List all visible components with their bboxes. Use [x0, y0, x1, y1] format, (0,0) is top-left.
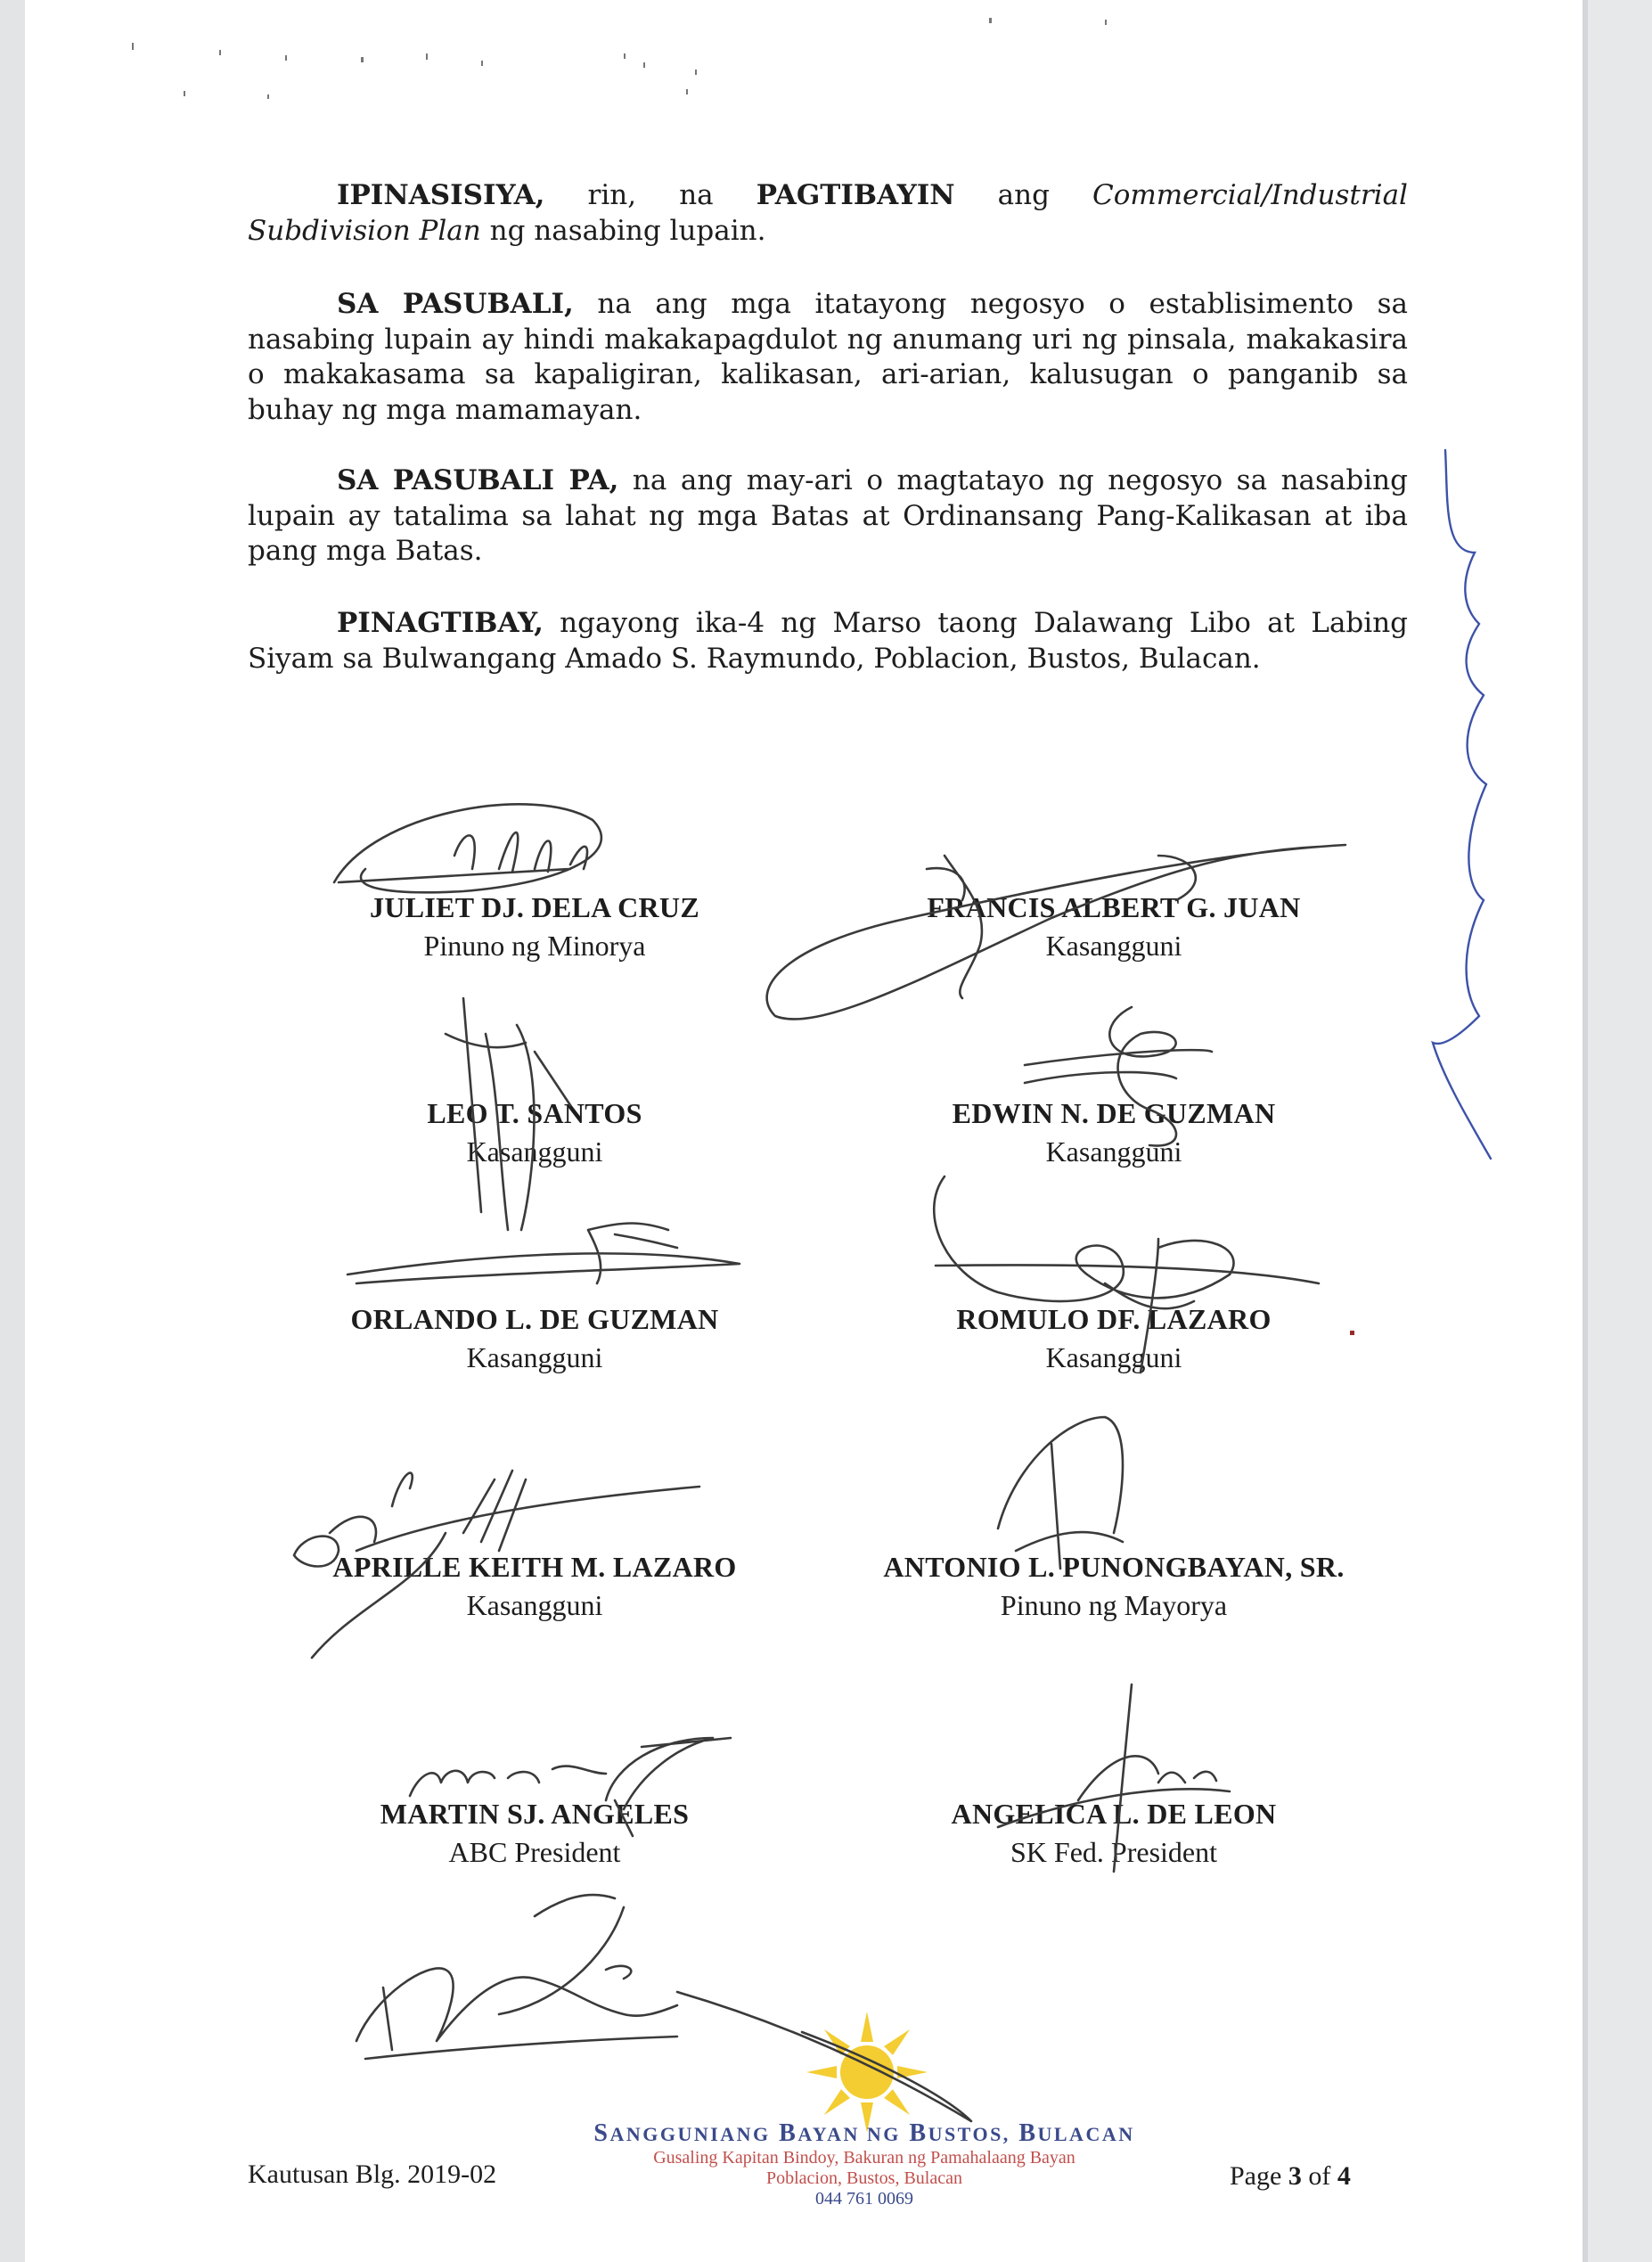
signatory-title: Kasangguni — [1045, 930, 1182, 962]
signatory-title: Kasangguni — [466, 1589, 603, 1621]
ink-dot — [1350, 1331, 1354, 1335]
office-address-line: Poblacion, Bustos, Bulacan — [766, 2168, 962, 2188]
page-label: Page — [1230, 2161, 1282, 2191]
signatory-title: Pinuno ng Minorya — [423, 930, 646, 962]
signatory-name: APRILLE KEITH M. LAZARO — [332, 1551, 737, 1583]
signatory-name: JULIET DJ. DELA CRUZ — [370, 891, 699, 923]
office-address-line: Gusaling Kapitan Bindoy, Bakuran ng Pamahalaang Bayan — [653, 2148, 1075, 2168]
signature-aprille-lazaro — [294, 1471, 699, 1658]
signature-romulo-lazaro — [934, 1176, 1319, 1373]
text: rin, — [587, 179, 637, 211]
keyword: IPINASISIYA, — [337, 179, 545, 211]
signatory-title: Kasangguni — [466, 1135, 603, 1168]
keyword: PINAGTIBAY, — [337, 607, 544, 639]
text: ngayong ika-4 ng Marso taong Dalawang Libo at Labing Siyam sa Bulwangang Amado S. Raymundo, Poblacion, Bustos, Bulacan. — [248, 607, 1409, 675]
text: ang — [997, 179, 1050, 211]
italic-term: Commercial/Industrial Subdivision Plan — [248, 179, 1408, 247]
signatory-title: Kasangguni — [466, 1341, 603, 1373]
signature-orlando-de-guzman — [348, 1224, 740, 1284]
text: ng nasabing lupain. — [489, 214, 766, 247]
signature-edwin-de-guzman — [1025, 1007, 1212, 1146]
signature-francis-juan — [767, 845, 1345, 1019]
signatory-name: ANTONIO L. PUNONGBAYAN, SR. — [883, 1551, 1345, 1583]
signatory-name: ANGELICA L. DE LEON — [951, 1798, 1277, 1830]
signatory-title: Kasangguni — [1045, 1341, 1182, 1373]
signature-juliet-dela-cruz — [334, 804, 601, 892]
signatory-name: LEO T. SANTOS — [427, 1097, 642, 1129]
ordinance-number: Kautusan Blg. 2019-02 — [248, 2160, 497, 2189]
keyword: SA PASUBALI, — [337, 288, 574, 320]
keyword: SA PASUBALI PA, — [337, 464, 619, 496]
keyword: PAGTIBAYIN — [756, 179, 955, 211]
signatory-name: EDWIN N. DE GUZMAN — [952, 1097, 1276, 1129]
office-name: SANGGUNIANG BAYAN NG BUSTOS, BULACAN — [593, 2119, 1135, 2147]
signature-martin-angeles — [410, 1738, 731, 1836]
signatory-name: MARTIN SJ. ANGELES — [380, 1798, 690, 1830]
signatory-title: ABC President — [448, 1836, 621, 1868]
signature-angelica-de-leon — [998, 1684, 1230, 1872]
signatory-title: Pinuno ng Mayorya — [1000, 1589, 1228, 1621]
page-current: 3 — [1288, 2161, 1302, 2191]
signatory-title: Kasangguni — [1045, 1135, 1182, 1168]
page-total: 4 — [1337, 2161, 1351, 2191]
blue-pen-margin-mark — [1433, 450, 1491, 1159]
signature-leo-santos — [446, 998, 570, 1230]
page-of: of — [1308, 2161, 1331, 2191]
signature-presiding-officer — [356, 1895, 971, 2121]
text: na — [679, 179, 714, 211]
signatory-name: FRANCIS ALBERT G. JUAN — [927, 891, 1301, 923]
signatory-name: ROMULO DF. LAZARO — [956, 1303, 1272, 1335]
office-phone: 044 761 0069 — [815, 2189, 913, 2209]
text: na ang may-ari o magtatayo ng negosyo sa nasabing lupain ay tatalima sa lahat ng mga Batas at Ordinansang Pang-Kalikasan at iba pang mga Batas. — [248, 464, 1408, 567]
signatory-title: SK Fed. President — [1010, 1836, 1217, 1868]
text: na ang mga itatayong negosyo o establisimento sa nasabing lupain ay hindi makakapagdulot ng anumang uri ng pinsala, makakasira o makakasama sa kapaligiran, kalikasan, ari-arian, kalusugan o panganib sa buhay ng mga mamamayan. — [248, 288, 1408, 426]
signatory-name: ORLANDO L. DE GUZMAN — [350, 1303, 719, 1335]
signature-antonio-punongbayan — [998, 1417, 1123, 1569]
